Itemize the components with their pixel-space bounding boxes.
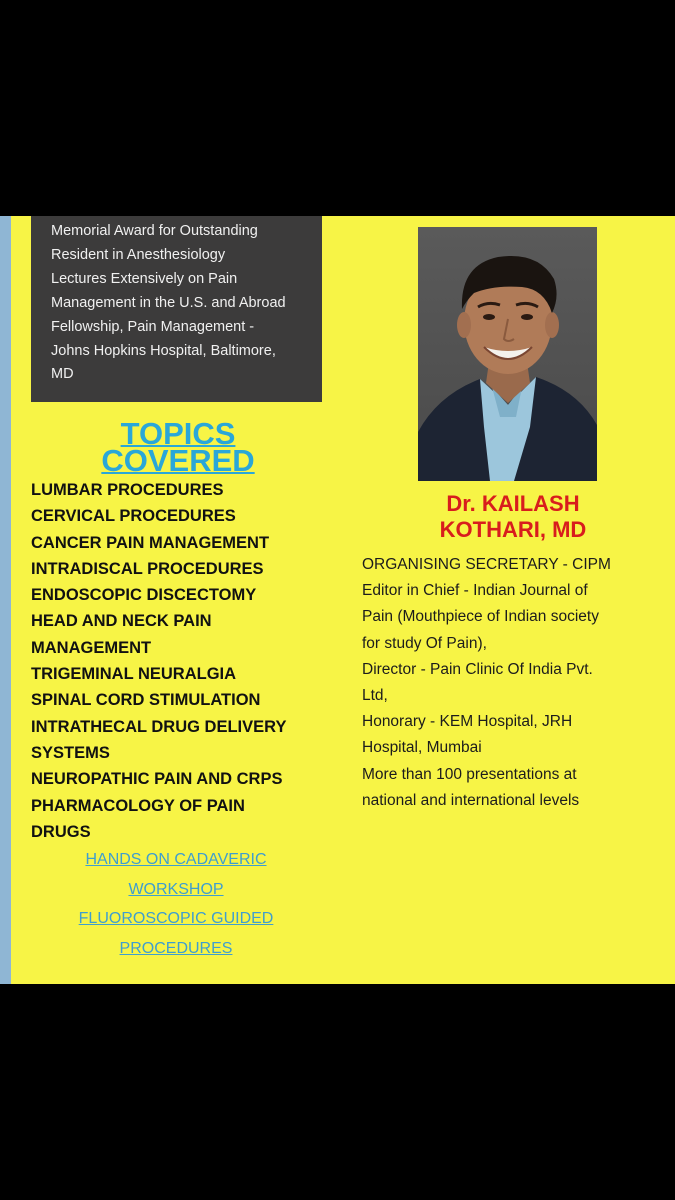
topic-item: HEAD AND NECK PAIN — [31, 612, 212, 631]
bio-text — [51, 220, 319, 387]
workshop-line: FLUOROSCOPIC GUIDED — [78, 910, 274, 928]
topic-item: DRUGS — [31, 822, 91, 841]
topics-covered-heading — [68, 416, 288, 478]
workshop-section — [40, 845, 312, 964]
speaker-credentials — [362, 552, 662, 814]
credential-line: for study Of Pain), — [362, 634, 487, 652]
speaker-photo — [418, 227, 597, 481]
credential-line: national and international levels — [362, 791, 580, 809]
speaker-bio-box — [31, 216, 322, 402]
topic-item: ENDOSCOPIC DISCECTOMY — [31, 586, 257, 605]
event-poster — [0, 216, 675, 984]
workshop-line: PROCEDURES — [119, 940, 233, 958]
bio-line: MD — [51, 366, 74, 383]
credential-line: Hospital, Mumbai — [362, 739, 482, 757]
credential-line: Pain (Mouthpiece of Indian society — [362, 608, 599, 626]
bio-line: Fellowship, Pain Management - — [51, 318, 255, 335]
topic-item: MANAGEMENT — [31, 638, 152, 657]
topic-item: INTRADISCAL PROCEDURES — [31, 559, 264, 578]
topics-list — [31, 477, 331, 845]
bio-line: Memorial Award for Outstanding — [51, 223, 258, 239]
credential-line: Ltd, — [362, 687, 388, 705]
topic-item: SYSTEMS — [31, 743, 110, 762]
bio-line: Management in the U.S. and Abroad — [51, 294, 286, 311]
topic-item: NEUROPATHIC PAIN AND CRPS — [31, 770, 283, 789]
speaker-name-line2: KOTHARI, MD — [439, 517, 587, 542]
bio-line: Lectures Extensively on Pain — [51, 270, 238, 287]
speaker-name — [378, 491, 648, 543]
workshop-line: HANDS ON CADAVERIC — [85, 851, 267, 868]
topic-item: PHARMACOLOGY OF PAIN — [31, 796, 245, 815]
credential-line: ORGANISING SECRETARY - CIPM — [362, 556, 611, 573]
bio-line: Johns Hopkins Hospital, Baltimore, — [51, 342, 276, 359]
topic-item: CERVICAL PROCEDURES — [31, 507, 236, 526]
topic-item: CANCER PAIN MANAGEMENT — [31, 533, 270, 552]
bio-line: Resident in Anesthesiology — [51, 246, 226, 263]
topic-item: LUMBAR PROCEDURES — [31, 481, 224, 499]
credential-line: Honorary - KEM Hospital, JRH — [362, 713, 573, 731]
credential-line: More than 100 presentations at — [362, 765, 577, 783]
topic-item: TRIGEMINAL NEURALGIA — [31, 665, 237, 684]
credential-line: Editor in Chief - Indian Journal of — [362, 582, 588, 600]
topics-title-line1: TOPICS — [120, 416, 236, 451]
credential-line: Director - Pain Clinic Of India Pvt. — [362, 660, 593, 678]
topic-item: SPINAL CORD STIMULATION — [31, 691, 261, 710]
left-accent-stripe — [0, 216, 11, 984]
topic-item: INTRATHECAL DRUG DELIVERY — [31, 717, 287, 736]
workshop-line: WORKSHOP — [128, 880, 224, 898]
speaker-name-line1: Dr. KAILASH — [446, 491, 580, 516]
topics-title-line2: COVERED — [101, 443, 255, 478]
speaker-portrait-illustration — [418, 227, 597, 481]
